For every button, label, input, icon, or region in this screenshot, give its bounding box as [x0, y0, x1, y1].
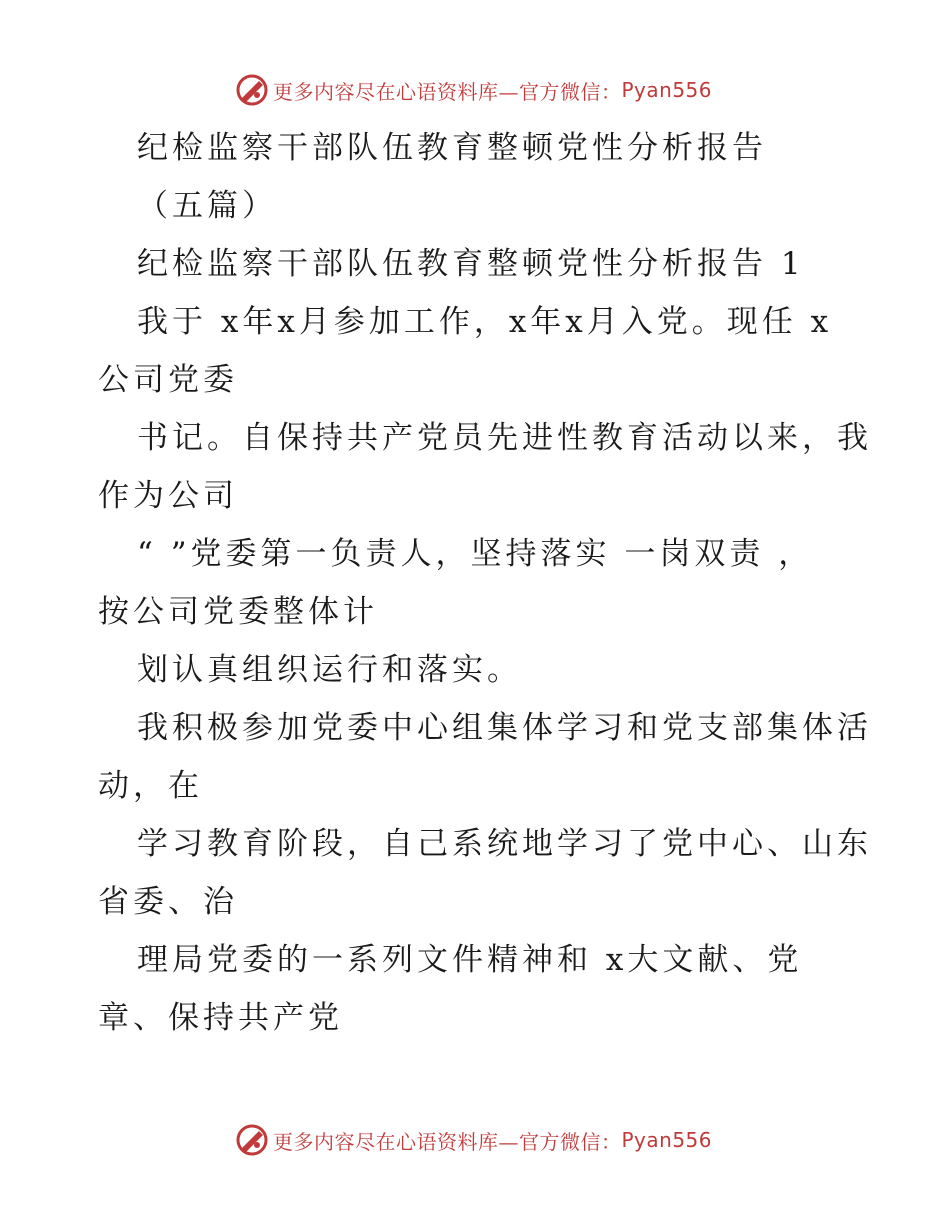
watermark-text: 更多内容尽在心语资料库—官方微信：: [273, 1129, 622, 1154]
watermark-text: 更多内容尽在心语资料库—官方微信：: [273, 79, 622, 104]
section-heading: 纪检监察干部队伍教育整顿党性分析报告 1: [137, 246, 805, 282]
body-line: 我于 x年x月参加工作，x年x月入党。现任 x: [137, 304, 833, 340]
pen-logo-icon: [235, 1123, 269, 1157]
pen-logo-icon: [235, 73, 269, 107]
body-line: 作为公司: [98, 478, 238, 514]
body-line: “ ”党委第一负责人，坚持落实 一岗双责 ，: [137, 536, 814, 572]
watermark-wechat-id: Pyan556: [621, 78, 713, 102]
body-line: 按公司党委整体计: [98, 594, 378, 630]
document-title-line-1: 纪检监察干部队伍教育整顿党性分析报告: [137, 130, 767, 166]
body-line: 学习教育阶段，自己系统地学习了党中心、山东: [137, 826, 872, 862]
document-title-line-2: （五篇）: [137, 188, 277, 224]
body-line: 公司党委: [98, 362, 238, 398]
watermark-wechat-id: Pyan556: [621, 1128, 713, 1152]
body-line: 理局党委的一系列文件精神和 x大文献、党: [137, 942, 803, 978]
body-line: 我积极参加党委中心组集体学习和党支部集体活: [137, 710, 872, 746]
footer-watermark: [235, 1122, 712, 1158]
body-line: 动，在: [98, 768, 203, 804]
body-line: 划认真组织运行和落实。: [137, 652, 522, 688]
body-line: 章、保持共产党: [98, 1000, 343, 1036]
header-watermark: [235, 72, 712, 108]
body-line: 省委、治: [98, 884, 238, 920]
body-line: 书记。自保持共产党员先进性教育活动以来，我: [137, 420, 872, 456]
